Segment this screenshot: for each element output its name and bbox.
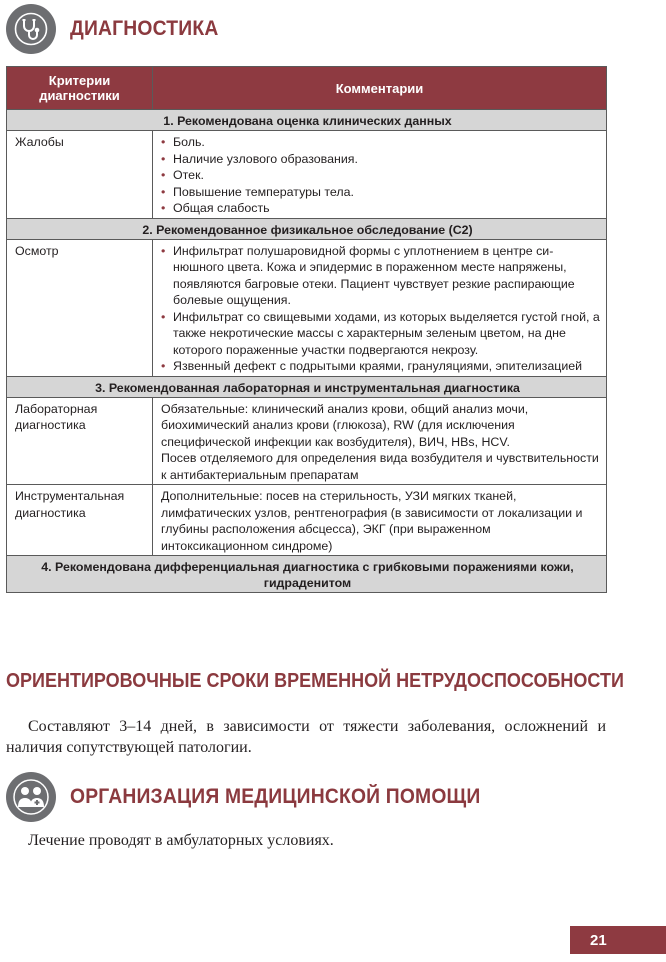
section-title: 4. Рекомендована дифференциальная диагностика с грибковыми поражениями кожи, гидраденитом	[7, 556, 607, 593]
comment-line: Посев отделяемого для определения вида возбудителя и чувствительности к антибактериальным препаратам	[161, 451, 599, 482]
criterion-cell: Лабораторная диагностика	[7, 397, 153, 485]
diagnostics-table	[6, 66, 607, 593]
disability-text: Составляют 3–14 дней, в зависимости от тяжести заболевания, осложнений и наличия сопутствующей патологии.	[6, 718, 606, 756]
section-title: 1. Рекомендована оценка клинических данных	[7, 110, 607, 131]
list-item: • Инфильтрат полушаровидной формы с уплотнением в центре си-нюшного цвета. Кожа и эпидермис в пораженном месте напряжены, появляются багровые отеки. Пациент чувствует резкие распирающие болевые ощущения.	[161, 243, 600, 309]
list-item: • Наличие узлового образования.	[161, 151, 600, 168]
page-number: 21	[570, 926, 666, 954]
organization-title: ОРГАНИЗАЦИЯ МЕДИЦИНСКОЙ ПОМОЩИ	[70, 785, 481, 808]
section-title: 2. Рекомендованное физикальное обследование (С2)	[7, 218, 607, 239]
list-item: • Боль.	[161, 134, 600, 151]
column-header-comments: Комментарии	[153, 67, 607, 110]
diagnostics-header	[6, 4, 231, 54]
list-item: • Отек.	[161, 167, 600, 184]
medical-staff-icon	[6, 772, 56, 822]
comment-cell	[153, 485, 607, 556]
diagnostics-title: ДИАГНОСТИКА	[70, 17, 219, 40]
list-item: • Общая слабость	[161, 200, 600, 217]
comment-cell	[153, 397, 607, 485]
criterion-cell: Жалобы	[7, 131, 153, 219]
stethoscope-icon	[6, 4, 56, 54]
section-title: 3. Рекомендованная лабораторная и инструментальная диагностика	[7, 376, 607, 397]
list-item: • Повышение температуры тела.	[161, 184, 600, 201]
table-row	[7, 397, 607, 485]
comment-line: Обязательные: клинический анализ крови, общий анализ мочи, биохимический анализ крови (глюкоза), RW (для исключения специфической инфекции как возбудителя), ВИЧ, HBs, HCV.	[161, 401, 529, 449]
organization-text: Лечение проводят в амбулаторных условиях.	[28, 832, 334, 849]
comment-cell	[153, 131, 607, 219]
organization-header	[6, 772, 516, 822]
criterion-cell: Осмотр	[7, 239, 153, 376]
list-item: • Инфильтрат со свищевыми ходами, из которых выделяется густой гной, а также некротические массы с характерным зеленым цветом, на дне которого пораженные участки подвергаются некрозу.	[161, 309, 600, 359]
column-header-criteria: Критерии диагностики	[7, 67, 153, 110]
table-header-row	[7, 67, 607, 110]
comment-cell	[153, 239, 607, 376]
table-row	[7, 485, 607, 556]
disability-title: ОРИЕНТИРОВОЧНЫЕ СРОКИ ВРЕМЕННОЙ НЕТРУДОСПОСОБНОСТИ	[6, 670, 624, 692]
comment-line: Дополнительные: посев на стерильность, УЗИ мягких тканей, лимфатических узлов, рентгенография (в зависимости от локализации и глубины расположения абсцесса), ЭКГ (при выраженном интоксикационном синдроме)	[161, 489, 583, 553]
table-row	[7, 239, 607, 376]
table-row	[7, 131, 607, 219]
list-item: • Язвенный дефект с подрытыми краями, грануляциями, эпителизацией	[161, 358, 600, 375]
criterion-cell: Инструментальная диагностика	[7, 485, 153, 556]
